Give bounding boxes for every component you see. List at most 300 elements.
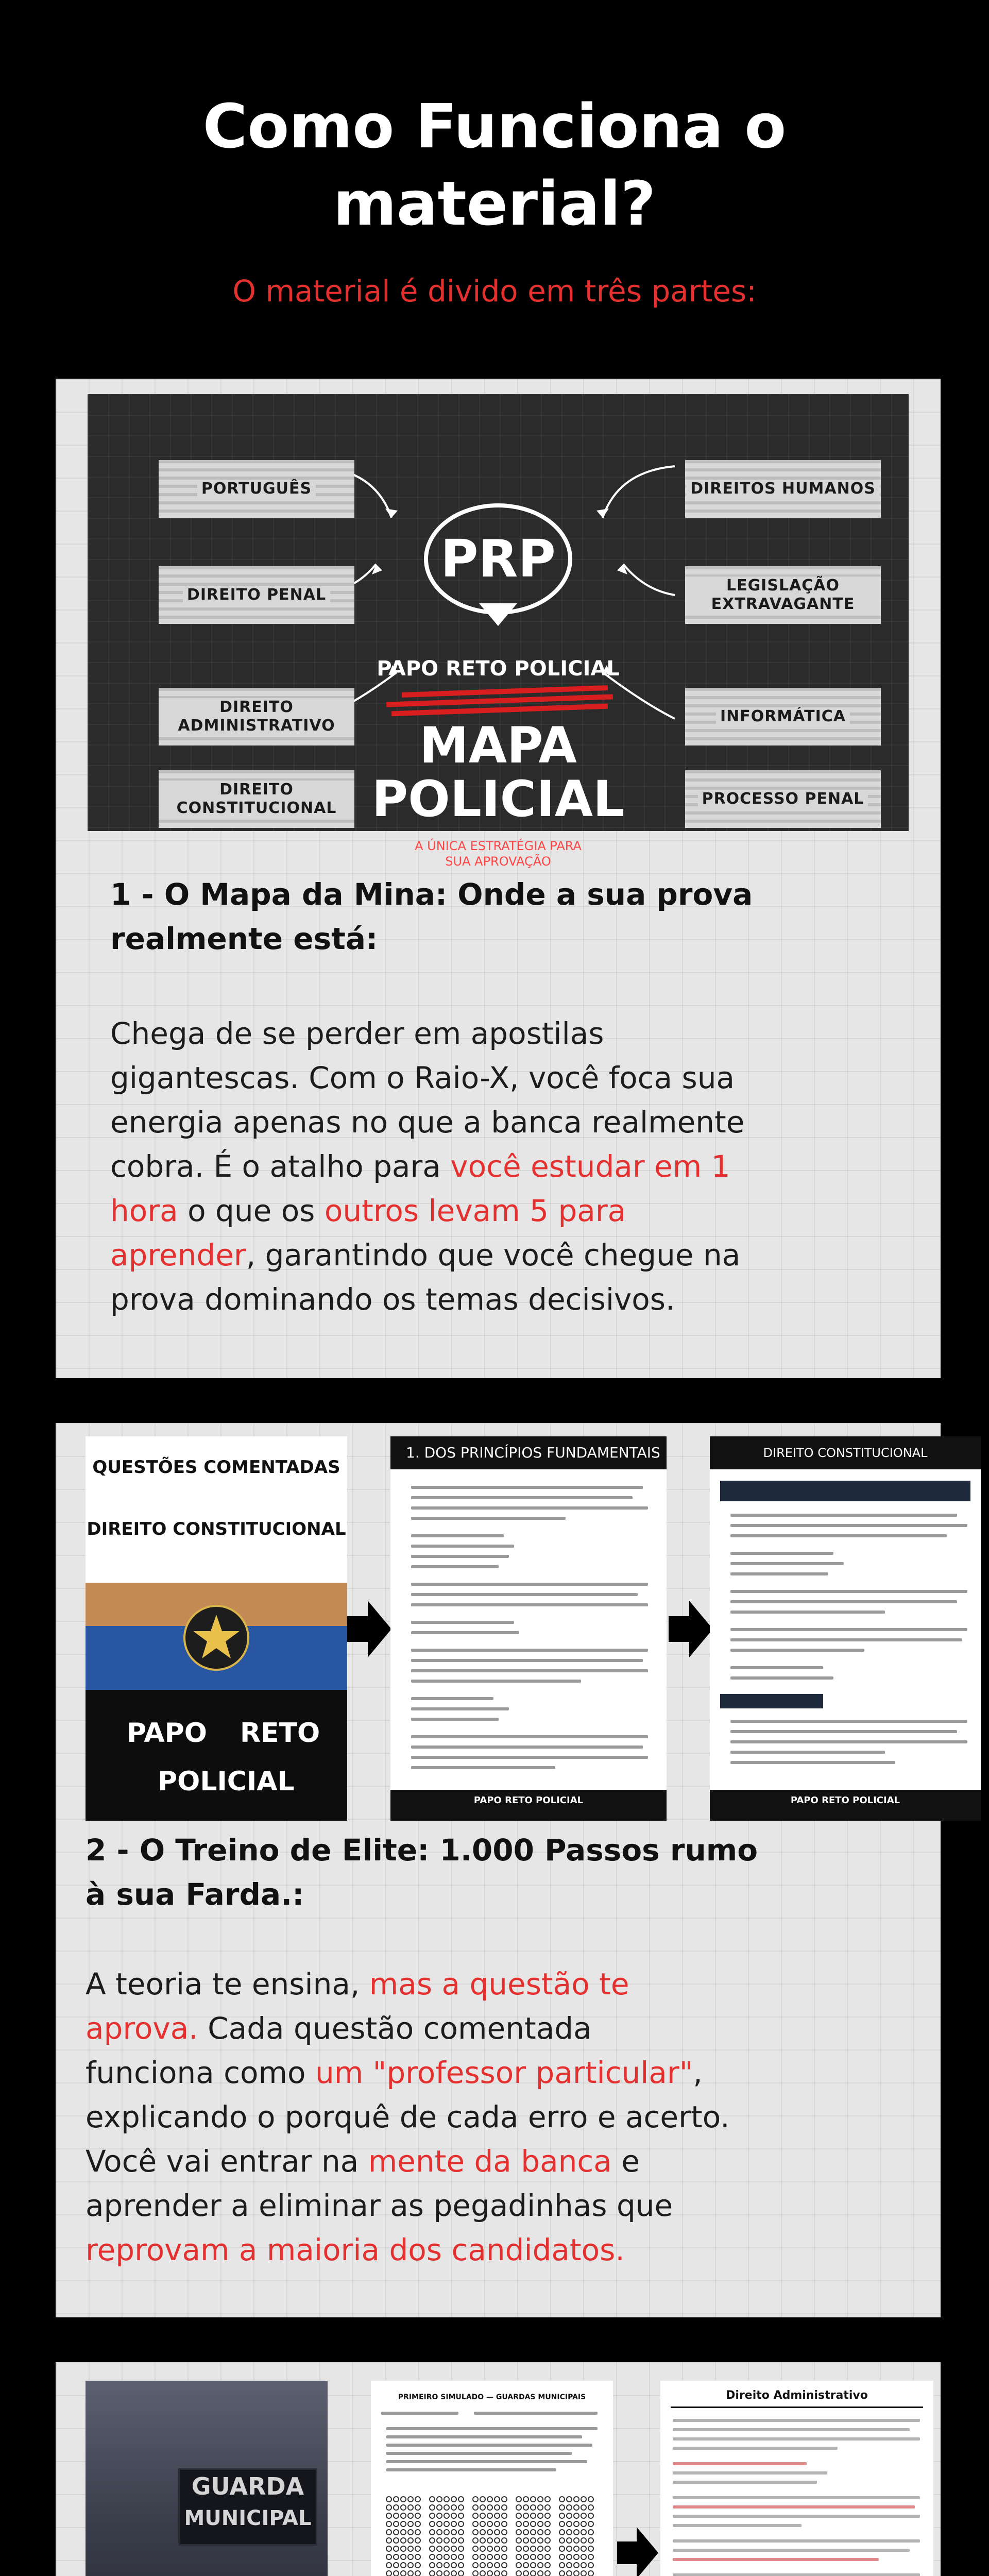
section2-title-line1: 2 - O Treino de Elite: 1.000 Passos rumo <box>86 1833 758 1868</box>
section1-body-line: aprender, garantindo que você chegue na <box>110 1238 741 1273</box>
answer-bubble <box>516 2538 521 2543</box>
answer-bubble <box>531 2546 536 2551</box>
answer-bubble <box>523 2513 528 2518</box>
section2-body-line: explicando o porquê de cada erro e acerto. <box>86 2099 730 2134</box>
answer-bubble <box>516 2554 521 2560</box>
logo-tagline: A ÚNICA ESTRATÉGIA PARA SUA APROVAÇÃO <box>415 839 582 869</box>
answer-bubble <box>386 2563 391 2568</box>
answer-bubble <box>567 2530 572 2535</box>
answer-bubble <box>458 2571 464 2576</box>
answer-bubble <box>401 2505 406 2510</box>
answer-bubble <box>444 2546 449 2551</box>
answer-bubble <box>401 2513 406 2518</box>
answer-bubble <box>588 2521 593 2527</box>
answer-bubble <box>451 2554 456 2560</box>
answer-bubble <box>581 2571 586 2576</box>
answer-bubble <box>480 2530 485 2535</box>
answer-bubble <box>545 2530 550 2535</box>
answer-bubble <box>408 2521 413 2527</box>
arrow-right-icon <box>347 1601 391 1657</box>
answer-bubble <box>458 2530 464 2535</box>
answer-bubble <box>502 2563 507 2568</box>
answer-bubble <box>545 2563 550 2568</box>
answer-bubble <box>458 2513 464 2518</box>
answer-bubble <box>394 2563 399 2568</box>
doc-page-footer: PAPO RETO POLICIAL <box>390 1790 667 1821</box>
answer-bubble <box>523 2563 528 2568</box>
answer-bubble <box>451 2497 456 2502</box>
cover-bottom <box>86 1690 347 1821</box>
topic-legislacao-extravagante: LEGISLAÇÃO EXTRAVAGANTE <box>685 566 881 624</box>
answer-bubble <box>588 2571 593 2576</box>
answer-bubble <box>494 2521 500 2527</box>
hero-section <box>0 0 989 361</box>
answer-bubble <box>487 2530 492 2535</box>
answer-bubble <box>415 2538 420 2543</box>
answer-bubble <box>415 2554 420 2560</box>
answer-bubble <box>444 2497 449 2502</box>
answer-bubble <box>567 2546 572 2551</box>
answer-bubble <box>494 2546 500 2551</box>
answer-bubble <box>444 2554 449 2560</box>
logo-letters: PRP <box>440 529 556 589</box>
answer-bubble <box>502 2546 507 2551</box>
answer-bubble <box>473 2530 478 2535</box>
vest-text-guarda: GUARDA <box>191 2472 304 2500</box>
answer-bubble <box>494 2505 500 2510</box>
answer-bubble <box>588 2538 593 2543</box>
logo-mapa-title <box>345 719 651 826</box>
answer-bubble <box>487 2546 492 2551</box>
answer-bubble <box>480 2538 485 2543</box>
answer-bubble <box>523 2538 528 2543</box>
answer-bubble <box>523 2571 528 2576</box>
answer-bubble <box>559 2563 565 2568</box>
section2-body-line: A teoria te ensina, mas a questão te <box>86 1967 629 2002</box>
answer-bubble <box>516 2505 521 2510</box>
answer-bubble <box>567 2497 572 2502</box>
answer-bubble <box>473 2513 478 2518</box>
answer-bubble <box>559 2538 565 2543</box>
answer-bubble <box>574 2521 579 2527</box>
answer-bubble <box>480 2521 485 2527</box>
answer-bubble <box>531 2521 536 2527</box>
answer-bubble <box>473 2497 478 2502</box>
answer-bubble <box>487 2513 492 2518</box>
answer-bubble <box>545 2546 550 2551</box>
answer-bubble <box>588 2513 593 2518</box>
answer-bubble <box>516 2513 521 2518</box>
answer-bubble <box>538 2513 543 2518</box>
cover-brand-policial: POLICIAL <box>158 1766 295 1797</box>
mapa-policial-logo <box>345 502 651 869</box>
answer-bubble <box>502 2530 507 2535</box>
answer-bubble <box>437 2513 442 2518</box>
mind-map-image <box>88 394 909 869</box>
answer-bubble <box>386 2554 391 2560</box>
answer-bubble <box>545 2521 550 2527</box>
answer-bubble <box>394 2538 399 2543</box>
section2-body-line: aprender a eliminar as pegadinhas que <box>86 2188 673 2223</box>
logo-brand-name: PAPO RETO POLICIAL <box>377 657 620 681</box>
answer-bubble <box>401 2521 406 2527</box>
answer-bubble <box>581 2521 586 2527</box>
answer-bubble <box>502 2521 507 2527</box>
section-mapa-card <box>56 379 941 1378</box>
answer-bubble <box>444 2521 449 2527</box>
answer-bubble <box>451 2530 456 2535</box>
answer-bubble <box>581 2513 586 2518</box>
section2-body <box>86 1962 730 2272</box>
section1-body <box>110 1011 744 1321</box>
answer-bubble <box>458 2505 464 2510</box>
answer-bubble <box>401 2530 406 2535</box>
answer-bubble <box>538 2521 543 2527</box>
answer-bubble <box>567 2563 572 2568</box>
cover-page-image <box>86 1436 347 1821</box>
answer-bubble <box>394 2505 399 2510</box>
answer-bubble <box>473 2571 478 2576</box>
answer-bubble <box>574 2530 579 2535</box>
answer-bubble <box>559 2505 565 2510</box>
highlight-text: hora <box>110 1193 178 1228</box>
answer-bubble <box>415 2546 420 2551</box>
answer-bubble <box>574 2538 579 2543</box>
answer-bubble <box>415 2521 420 2527</box>
header-rule <box>671 2406 923 2408</box>
section1-body-line: gigantescas. Com o Raio-X, você foca sua <box>110 1060 735 1095</box>
section2-title <box>86 1828 758 1917</box>
answer-bubble <box>502 2505 507 2510</box>
answer-bubble <box>386 2546 391 2551</box>
answer-bubble <box>415 2571 420 2576</box>
answer-bubble <box>574 2505 579 2510</box>
answer-bubble <box>473 2563 478 2568</box>
answer-bubble <box>502 2538 507 2543</box>
answer-bubble <box>574 2563 579 2568</box>
doc-dark-bar <box>720 1694 823 1708</box>
answer-bubble <box>538 2563 543 2568</box>
topic-processo-penal: PROCESSO PENAL <box>685 770 881 828</box>
answer-bubble <box>531 2571 536 2576</box>
answer-bubble <box>516 2530 521 2535</box>
answer-bubble-grid <box>384 2494 600 2576</box>
topic-portugues: PORTUGUÊS <box>159 460 354 518</box>
doc-page-header: 1. DOS PRINCÍPIOS FUNDAMENTAIS <box>390 1436 667 1469</box>
answer-bubble <box>588 2546 593 2551</box>
answer-bubble <box>588 2505 593 2510</box>
answer-bubble <box>559 2571 565 2576</box>
arrow-right-icon <box>617 2527 658 2576</box>
answer-bubble <box>458 2546 464 2551</box>
answer-bubble <box>415 2530 420 2535</box>
guarda-municipal-photo <box>86 2381 328 2576</box>
answer-bubble <box>437 2497 442 2502</box>
answer-bubble <box>574 2497 579 2502</box>
section-questoes-card <box>56 1423 941 2317</box>
answer-bubble <box>494 2530 500 2535</box>
highlight-text: você estudar em 1 <box>450 1149 730 1184</box>
answer-bubble <box>451 2538 456 2543</box>
simulado-commented-page-image <box>660 2381 933 2576</box>
cover-title-line1: QUESTÕES COMENTADAS <box>92 1457 340 1478</box>
answer-bubble <box>444 2513 449 2518</box>
answer-bubble <box>516 2521 521 2527</box>
answer-bubble <box>545 2554 550 2560</box>
simulado-page-header: Direito Administrativo <box>726 2389 868 2402</box>
answer-bubble <box>487 2521 492 2527</box>
answer-bubble <box>394 2546 399 2551</box>
section1-body-line: hora o que os outros levam 5 para <box>110 1193 626 1228</box>
answer-bubble <box>494 2497 500 2502</box>
answer-bubble <box>386 2538 391 2543</box>
answer-bubble <box>458 2538 464 2543</box>
answer-bubble <box>430 2513 435 2518</box>
answer-bubble <box>394 2554 399 2560</box>
answer-bubble <box>437 2538 442 2543</box>
answer-bubble <box>430 2563 435 2568</box>
answer-bubble <box>559 2554 565 2560</box>
answer-bubble <box>386 2521 391 2527</box>
answer-bubble <box>473 2521 478 2527</box>
answer-bubble <box>538 2497 543 2502</box>
answer-bubble <box>437 2554 442 2560</box>
highlight-text: aprender <box>110 1238 246 1273</box>
answer-bubble <box>408 2538 413 2543</box>
answer-bubble <box>480 2513 485 2518</box>
answer-bubble <box>415 2505 420 2510</box>
cover-title-line2: DIREITO CONSTITUCIONAL <box>87 1519 346 1539</box>
answer-bubble <box>430 2571 435 2576</box>
answer-bubble <box>408 2513 413 2518</box>
answer-bubble <box>545 2513 550 2518</box>
answer-bubble <box>581 2546 586 2551</box>
answer-bubble <box>394 2497 399 2502</box>
highlight-text: mas a questão te <box>369 1967 629 2002</box>
answer-bubble <box>523 2546 528 2551</box>
answer-bubble <box>545 2497 550 2502</box>
answer-bubble <box>538 2505 543 2510</box>
commented-page-image <box>710 1436 981 1821</box>
topic-direito-administrativo: DIREITO ADMINISTRATIVO <box>159 688 354 745</box>
answer-bubble <box>494 2571 500 2576</box>
answer-bubble <box>458 2554 464 2560</box>
answer-bubble <box>458 2563 464 2568</box>
answer-bubble <box>523 2530 528 2535</box>
answer-bubble <box>545 2571 550 2576</box>
answer-bubble <box>480 2563 485 2568</box>
answer-bubble <box>494 2563 500 2568</box>
answer-bubble <box>559 2546 565 2551</box>
answer-bubble <box>430 2538 435 2543</box>
answer-bubble <box>531 2530 536 2535</box>
answer-bubble <box>538 2546 543 2551</box>
answer-bubble <box>444 2505 449 2510</box>
section2-body-line: Você vai entrar na mente da banca e <box>86 2144 640 2179</box>
doc-blue-bar <box>720 1481 970 1501</box>
answer-bubble <box>523 2505 528 2510</box>
answer-bubble <box>531 2563 536 2568</box>
red-stripes-decoration <box>371 687 628 720</box>
answer-bubble <box>444 2538 449 2543</box>
answer-bubble <box>437 2571 442 2576</box>
answer-bubble <box>401 2538 406 2543</box>
answer-bubble <box>458 2497 464 2502</box>
answer-bubble <box>394 2571 399 2576</box>
answer-bubble <box>531 2497 536 2502</box>
answer-bubble <box>588 2497 593 2502</box>
answer-bubble <box>408 2497 413 2502</box>
section2-body-line: reprovam a maioria dos candidatos. <box>86 2232 625 2267</box>
answer-bubble <box>480 2546 485 2551</box>
answer-bubble <box>494 2554 500 2560</box>
answer-bubble <box>581 2563 586 2568</box>
answer-bubble <box>451 2513 456 2518</box>
answer-bubble <box>437 2521 442 2527</box>
answer-bubble <box>531 2505 536 2510</box>
answer-bubble <box>401 2497 406 2502</box>
answer-bubble <box>523 2497 528 2502</box>
answer-bubble <box>516 2546 521 2551</box>
topic-direitos-humanos: DIREITOS HUMANOS <box>685 460 881 518</box>
answer-bubble <box>574 2571 579 2576</box>
answer-bubble <box>480 2497 485 2502</box>
highlight-text: aprova. <box>86 2011 198 2046</box>
answer-bubble <box>386 2513 391 2518</box>
section1-body-line: energia apenas no que a banca realmente <box>110 1105 745 1140</box>
answer-bubble <box>538 2554 543 2560</box>
answer-bubble <box>523 2521 528 2527</box>
answer-bubble <box>559 2513 565 2518</box>
answer-bubble <box>487 2563 492 2568</box>
answer-bubble <box>430 2546 435 2551</box>
answer-bubble <box>581 2497 586 2502</box>
answer-bubble <box>487 2571 492 2576</box>
star-badge-icon <box>183 1604 250 1671</box>
answer-bubble <box>502 2554 507 2560</box>
answer-bubble <box>451 2546 456 2551</box>
topic-informatica: INFORMÁTICA <box>685 688 881 745</box>
answer-bubble <box>386 2530 391 2535</box>
answer-bubble <box>437 2530 442 2535</box>
answer-bubble <box>574 2546 579 2551</box>
answer-bubble <box>588 2563 593 2568</box>
section1-body-line: Chega de se perder em apostilas <box>110 1016 604 1051</box>
answer-bubble <box>401 2546 406 2551</box>
answer-bubble <box>567 2505 572 2510</box>
answer-bubble <box>502 2513 507 2518</box>
answer-bubble <box>567 2513 572 2518</box>
answer-bubble <box>473 2538 478 2543</box>
doc-page-footer: PAPO RETO POLICIAL <box>710 1790 981 1821</box>
section2-body-line: funciona como um "professor particular", <box>86 2055 703 2090</box>
answer-bubble <box>415 2497 420 2502</box>
sheet-header: PRIMEIRO SIMULADO — GUARDAS MUNICIPAIS <box>398 2393 586 2401</box>
answer-bubble <box>480 2571 485 2576</box>
answer-bubble <box>394 2513 399 2518</box>
answer-bubble <box>516 2571 521 2576</box>
answer-bubble <box>545 2505 550 2510</box>
page-title <box>0 88 989 242</box>
answer-bubble <box>487 2505 492 2510</box>
answer-bubble <box>494 2513 500 2518</box>
answer-bubble <box>386 2497 391 2502</box>
answer-bubble <box>444 2571 449 2576</box>
section1-body-line: prova dominando os temas decisivos. <box>110 1282 675 1317</box>
highlight-text: mente da banca <box>368 2144 612 2179</box>
topic-direito-constitucional: DIREITO CONSTITUCIONAL <box>159 770 354 828</box>
section1-title <box>110 872 753 961</box>
answer-bubble <box>581 2505 586 2510</box>
answer-bubble <box>451 2505 456 2510</box>
answer-sheet-page-image <box>371 2381 613 2576</box>
answer-bubble <box>437 2505 442 2510</box>
answer-bubble <box>401 2554 406 2560</box>
answer-bubble <box>581 2554 586 2560</box>
topic-direito-penal: DIREITO PENAL <box>159 566 354 624</box>
answer-bubble <box>538 2530 543 2535</box>
vest-text-municipal: MUNICIPAL <box>184 2506 312 2530</box>
answer-bubble <box>559 2530 565 2535</box>
answer-bubble <box>473 2546 478 2551</box>
answer-bubble <box>430 2497 435 2502</box>
doc-page-header: DIREITO CONSTITUCIONAL <box>710 1436 981 1469</box>
answer-bubble <box>487 2554 492 2560</box>
answer-bubble <box>581 2530 586 2535</box>
answer-bubble <box>430 2530 435 2535</box>
answer-bubble <box>545 2538 550 2543</box>
arrow-right-icon <box>669 1601 713 1657</box>
answer-bubble <box>415 2563 420 2568</box>
answer-bubble <box>408 2554 413 2560</box>
questions-page-image <box>390 1436 667 1821</box>
answer-bubble <box>394 2521 399 2527</box>
logo-mapa-line2: POLICIAL <box>371 770 625 828</box>
page-subtitle: O material é divido em três partes: <box>232 274 757 309</box>
answer-bubble <box>531 2513 536 2518</box>
answer-bubble <box>480 2554 485 2560</box>
section1-body-line: cobra. É o atalho para você estudar em 1 <box>110 1149 730 1184</box>
answer-bubble <box>430 2505 435 2510</box>
answer-bubble <box>567 2571 572 2576</box>
section1-title-line2: realmente está: <box>110 921 378 956</box>
answer-bubble <box>567 2554 572 2560</box>
answer-bubble <box>487 2538 492 2543</box>
section2-body-line: aprova. Cada questão comentada <box>86 2011 592 2046</box>
answer-bubble <box>502 2497 507 2502</box>
answer-bubble <box>588 2530 593 2535</box>
answer-bubble <box>574 2513 579 2518</box>
answer-bubble <box>408 2571 413 2576</box>
answer-bubble <box>451 2521 456 2527</box>
answer-bubble <box>444 2530 449 2535</box>
answer-bubble <box>408 2530 413 2535</box>
answer-bubble <box>588 2554 593 2560</box>
answer-bubble <box>473 2554 478 2560</box>
answer-bubble <box>437 2563 442 2568</box>
section-simulados-card <box>56 2362 941 2576</box>
answer-bubble <box>444 2563 449 2568</box>
answer-bubble <box>451 2563 456 2568</box>
answer-bubble <box>567 2538 572 2543</box>
answer-bubble <box>559 2521 565 2527</box>
answer-bubble <box>401 2571 406 2576</box>
cover-brand-reto: RETO <box>240 1718 320 1749</box>
answer-bubble <box>386 2505 391 2510</box>
answer-bubble <box>574 2554 579 2560</box>
answer-bubble <box>408 2563 413 2568</box>
answer-bubble <box>516 2497 521 2502</box>
